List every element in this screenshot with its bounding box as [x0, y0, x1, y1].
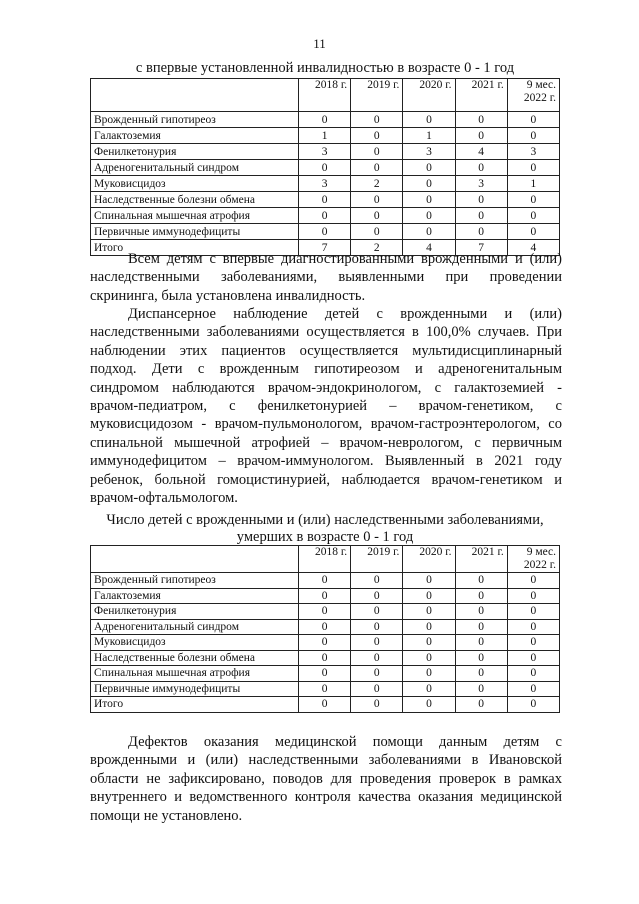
- table-row: [91, 128, 560, 144]
- table-cell-value: 0: [403, 192, 455, 208]
- disability-table: [90, 78, 560, 256]
- table-cell-value: 0: [455, 160, 507, 176]
- table-row: [91, 604, 560, 620]
- table-cell-value: 0: [507, 635, 559, 651]
- table-cell-value: 1: [507, 176, 559, 192]
- table-cell-value: 0: [455, 697, 507, 713]
- row-label: Муковисцидоз: [91, 635, 299, 651]
- table-cell-value: 3: [299, 176, 351, 192]
- table-cell-value: 0: [351, 144, 403, 160]
- table-cell-value: 0: [455, 604, 507, 620]
- table-row: [91, 112, 560, 128]
- table-cell-value: 0: [351, 635, 403, 651]
- table-cell-value: 1: [299, 128, 351, 144]
- row-label: Спинальная мышечная атрофия: [91, 208, 299, 224]
- paragraph-text: Дефектов оказания медицинской помощи данным детям с врожденными и (или) наследственными заболеваниями в Ивановской области не зафиксировано, поводов для проведения проверок в рамках внутреннего и ведомственного контроля качества оказания медицинской помощи не установлено.: [90, 734, 562, 824]
- table-cell-value: 0: [403, 681, 455, 697]
- table-cell-value: 0: [507, 224, 559, 240]
- table-cell-value: 0: [299, 619, 351, 635]
- column-header: 2019 г.: [351, 79, 403, 112]
- table-header-row: [91, 79, 560, 112]
- table-cell-value: 3: [299, 144, 351, 160]
- table-cell-value: 0: [507, 650, 559, 666]
- mortality-table: [90, 545, 560, 713]
- table-cell-value: 0: [455, 588, 507, 604]
- table-cell-value: 2: [351, 240, 403, 256]
- table-cell-value: 4: [455, 144, 507, 160]
- table-cell-value: 0: [299, 192, 351, 208]
- paragraph-text: Всем детям с впервые диагностированными врожденными и (или) наследственными заболеваниями, выявленными при проведении скрининга, была установлена инвалидность.: [90, 251, 562, 304]
- table-cell-value: 0: [455, 650, 507, 666]
- row-label: Адреногенитальный синдром: [91, 160, 299, 176]
- table-cell-value: 0: [403, 573, 455, 589]
- table-cell-value: 0: [351, 681, 403, 697]
- table-row: [91, 635, 560, 651]
- paragraph-disability: [90, 250, 562, 305]
- paragraph-dispensary: [90, 305, 562, 507]
- paragraph-text: Диспансерное наблюдение детей с врожденными и (или) наследственными заболеваниями осуществляется в 100,0% случаев. При наблюдении этих пациентов осуществляется мультидисциплинарный подход. Дети с врожденным гипотиреозом и адреногенитальным синдромом наблюдаются врачом-эндокринологом, с галактоземией - врачом-педиатром, с фенилкетонурией – врачом-генетиком, с муковисцидозом - врачом-пульмонологом, врачом-гастроэнтерологом, со спинальной мышечной атрофией – врачом-неврологом, с первичным иммунодефицитом – врачом-иммунологом. Выявленный в 2021 году ребенок, больной гомоцистинурией, наблюдается врачом-генетиком и врачом-офтальмологом.: [90, 306, 562, 507]
- table-row: [91, 666, 560, 682]
- table-cell-value: 0: [299, 224, 351, 240]
- table-cell-value: 0: [507, 160, 559, 176]
- table-cell-value: 0: [299, 681, 351, 697]
- table-cell-value: 0: [403, 588, 455, 604]
- table-row: [91, 144, 560, 160]
- table-row: [91, 160, 560, 176]
- table-row: [91, 192, 560, 208]
- table-cell-value: 4: [403, 240, 455, 256]
- table-cell-value: 0: [455, 128, 507, 144]
- table-row: [91, 588, 560, 604]
- table-cell-value: 0: [507, 573, 559, 589]
- table-cell-value: 0: [507, 112, 559, 128]
- table-cell-value: 0: [455, 573, 507, 589]
- table-cell-value: 0: [507, 128, 559, 144]
- table-cell-value: 0: [299, 604, 351, 620]
- table-cell-value: 0: [299, 112, 351, 128]
- table-cell-value: 0: [507, 697, 559, 713]
- table-cell-value: 0: [455, 635, 507, 651]
- row-label: Галактоземия: [91, 128, 299, 144]
- table-cell-value: 0: [299, 573, 351, 589]
- table-cell-value: 0: [403, 208, 455, 224]
- table-cell-value: 0: [351, 697, 403, 713]
- row-label: Первичные иммунодефициты: [91, 681, 299, 697]
- page-number: 11: [313, 36, 326, 51]
- table-cell-value: 0: [351, 160, 403, 176]
- table-cell-value: 0: [507, 681, 559, 697]
- table-cell-value: 0: [403, 604, 455, 620]
- table1-caption: с впервые установленной инвалидностью в возрасте 0 - 1 год: [135, 60, 515, 76]
- table2-caption: Число детей с врожденными и (или) наследственными заболеваниями, умерших в возрасте 0 - 1 год: [106, 512, 544, 545]
- row-label: Наследственные болезни обмена: [91, 192, 299, 208]
- table-cell-value: 3: [455, 176, 507, 192]
- column-header: 2018 г.: [299, 546, 351, 573]
- table-row: [91, 208, 560, 224]
- table-cell-value: 0: [299, 650, 351, 666]
- table-cell-value: 0: [351, 588, 403, 604]
- table-cell-value: 0: [299, 697, 351, 713]
- table-row: [91, 176, 560, 192]
- column-header: 2019 г.: [351, 546, 403, 573]
- table-cell-value: 7: [455, 240, 507, 256]
- row-label: Адреногенитальный синдром: [91, 619, 299, 635]
- table-cell-value: 0: [351, 650, 403, 666]
- table-cell-value: 0: [507, 604, 559, 620]
- header-empty-cell: [91, 79, 299, 112]
- column-header: 9 мес. 2022 г.: [507, 546, 559, 573]
- table-cell-value: 4: [507, 240, 559, 256]
- table-cell-value: 0: [351, 573, 403, 589]
- table-cell-value: 0: [455, 192, 507, 208]
- row-label: Итого: [91, 240, 299, 256]
- table-cell-value: 0: [403, 635, 455, 651]
- paragraph-defects: [90, 733, 562, 825]
- table-cell-value: 0: [455, 666, 507, 682]
- row-label: Муковисцидоз: [91, 176, 299, 192]
- table-cell-value: 0: [299, 666, 351, 682]
- table-cell-value: 0: [455, 681, 507, 697]
- table-cell-value: 0: [351, 208, 403, 224]
- column-header: 2021 г.: [455, 546, 507, 573]
- table-cell-value: 0: [507, 619, 559, 635]
- column-header: 2020 г.: [403, 79, 455, 112]
- table-row: [91, 224, 560, 240]
- row-label: Врожденный гипотиреоз: [91, 112, 299, 128]
- table-cell-value: 1: [403, 128, 455, 144]
- table-cell-value: 0: [455, 619, 507, 635]
- row-label: Галактоземия: [91, 588, 299, 604]
- column-header: 2018 г.: [299, 79, 351, 112]
- table-row: [91, 573, 560, 589]
- table-cell-value: 0: [351, 192, 403, 208]
- table-cell-value: 0: [351, 604, 403, 620]
- table-cell-value: 3: [403, 144, 455, 160]
- table-cell-value: 0: [403, 619, 455, 635]
- row-label: Врожденный гипотиреоз: [91, 573, 299, 589]
- table-cell-value: 0: [507, 588, 559, 604]
- table-cell-value: 0: [403, 666, 455, 682]
- table-row: [91, 619, 560, 635]
- table-cell-value: 0: [351, 619, 403, 635]
- table-cell-value: 7: [299, 240, 351, 256]
- table-cell-value: 0: [403, 697, 455, 713]
- table-cell-value: 0: [299, 635, 351, 651]
- column-header: 2021 г.: [455, 79, 507, 112]
- table-cell-value: 0: [455, 112, 507, 128]
- table-cell-value: 0: [403, 650, 455, 666]
- table-cell-value: 0: [455, 208, 507, 224]
- table-cell-value: 0: [403, 224, 455, 240]
- row-label: Спинальная мышечная атрофия: [91, 666, 299, 682]
- table-cell-value: 0: [299, 160, 351, 176]
- table-cell-value: 0: [507, 208, 559, 224]
- table-cell-value: 0: [351, 112, 403, 128]
- row-label: Итого: [91, 697, 299, 713]
- table-cell-value: 0: [455, 224, 507, 240]
- table-cell-value: 0: [351, 666, 403, 682]
- table-row: [91, 681, 560, 697]
- table-header-row: [91, 546, 560, 573]
- table-cell-value: 0: [507, 666, 559, 682]
- table-cell-value: 0: [403, 112, 455, 128]
- column-header: 9 мес. 2022 г.: [507, 79, 559, 112]
- table-cell-value: 0: [351, 224, 403, 240]
- table-cell-value: 0: [403, 160, 455, 176]
- table-cell-value: 3: [507, 144, 559, 160]
- table-cell-value: 0: [299, 588, 351, 604]
- table-cell-value: 2: [351, 176, 403, 192]
- row-label: Наследственные болезни обмена: [91, 650, 299, 666]
- table-row: [91, 697, 560, 713]
- table-cell-value: 0: [403, 176, 455, 192]
- column-header: 2020 г.: [403, 546, 455, 573]
- table-cell-value: 0: [507, 192, 559, 208]
- row-label: Фенилкетонурия: [91, 144, 299, 160]
- row-label: Фенилкетонурия: [91, 604, 299, 620]
- table-row: [91, 650, 560, 666]
- table-cell-value: 0: [351, 128, 403, 144]
- row-label: Первичные иммунодефициты: [91, 224, 299, 240]
- table-cell-value: 0: [299, 208, 351, 224]
- header-empty-cell: [91, 546, 299, 573]
